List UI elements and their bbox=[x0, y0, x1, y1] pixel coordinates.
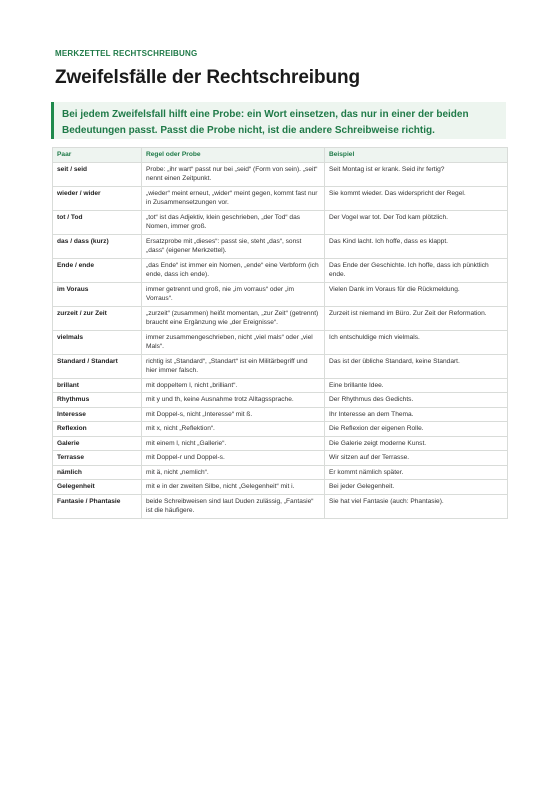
column-header-rule: Regel oder Probe bbox=[142, 148, 325, 163]
column-header-example: Beispiel bbox=[325, 148, 508, 163]
column-header-pair: Paar bbox=[53, 148, 142, 163]
table-row bbox=[53, 330, 508, 354]
rule-cell: beide Schreibweisen sind laut Duden zulässig, „Fantasie“ ist die häufigere. bbox=[142, 494, 325, 518]
pair-cell: Interesse bbox=[53, 407, 142, 422]
spelling-table bbox=[52, 147, 508, 519]
table-row bbox=[53, 234, 508, 258]
rule-cell: richtig ist „Standard“, „Standart“ ist ein Militärbegriff und hier immer falsch. bbox=[142, 354, 325, 378]
example-cell: Sie hat viel Fantasie (auch: Phantasie). bbox=[325, 494, 508, 518]
rule-cell: „das Ende“ ist immer ein Nomen, „ende“ eine Verbform (ich ende, dass ich ende). bbox=[142, 258, 325, 282]
example-cell: Bei jeder Gelegenheit. bbox=[325, 480, 508, 495]
example-cell: Der Vogel war tot. Der Tod kam plötzlich. bbox=[325, 210, 508, 234]
example-cell: Die Galerie zeigt moderne Kunst. bbox=[325, 436, 508, 451]
rule-cell: Ersatzprobe mit „dieses“: passt sie, steht „das“, sonst „dass“ (eigener Merkzettel). bbox=[142, 234, 325, 258]
example-cell: Ich entschuldige mich vielmals. bbox=[325, 330, 508, 354]
example-cell: Wir sitzen auf der Terrasse. bbox=[325, 451, 508, 466]
table-row bbox=[53, 210, 508, 234]
table-row bbox=[53, 186, 508, 210]
rule-cell: mit Doppel-s, nicht „Interesse“ mit ß. bbox=[142, 407, 325, 422]
table-row bbox=[53, 480, 508, 495]
kicker: MERKZETTEL RECHTSCHREIBUNG bbox=[55, 49, 198, 58]
example-cell: Der Rhythmus des Gedichts. bbox=[325, 393, 508, 408]
pair-cell: wieder / wider bbox=[53, 186, 142, 210]
rule-cell: immer getrennt und groß, nie „im vorraus“ oder „im Vorraus“. bbox=[142, 282, 325, 306]
table-row bbox=[53, 354, 508, 378]
table-row bbox=[53, 162, 508, 186]
pair-cell: zurzeit / zur Zeit bbox=[53, 306, 142, 330]
rule-cell: mit einem l, nicht „Gallerie“. bbox=[142, 436, 325, 451]
rule-cell: mit e in der zweiten Silbe, nicht „Gelegenheit“ mit i. bbox=[142, 480, 325, 495]
table-row bbox=[53, 258, 508, 282]
example-cell: Eine brillante Idee. bbox=[325, 378, 508, 393]
pair-cell: Fantasie / Phantasie bbox=[53, 494, 142, 518]
rule-cell: mit Doppel-r und Doppel-s. bbox=[142, 451, 325, 466]
pair-cell: seit / seid bbox=[53, 162, 142, 186]
rule-cell: Probe: „ihr wart“ passt nur bei „seid“ (Form von sein). „seit“ nennt einen Zeitpunkt. bbox=[142, 162, 325, 186]
rule-cell: immer zusammengeschrieben, nicht „viel mals“ oder „viel Mals“. bbox=[142, 330, 325, 354]
pair-cell: vielmals bbox=[53, 330, 142, 354]
table-row bbox=[53, 393, 508, 408]
pair-cell: das / dass (kurz) bbox=[53, 234, 142, 258]
pair-cell: Gelegenheit bbox=[53, 480, 142, 495]
pair-cell: Rhythmus bbox=[53, 393, 142, 408]
pair-cell: Standard / Standart bbox=[53, 354, 142, 378]
rule-cell: mit doppeltem l, nicht „brilliant“. bbox=[142, 378, 325, 393]
example-cell: Vielen Dank im Voraus für die Rückmeldung. bbox=[325, 282, 508, 306]
example-cell: Zurzeit ist niemand im Büro. Zur Zeit der Reformation. bbox=[325, 306, 508, 330]
pair-cell: tot / Tod bbox=[53, 210, 142, 234]
pair-cell: Galerie bbox=[53, 436, 142, 451]
table-row bbox=[53, 451, 508, 466]
table-row bbox=[53, 436, 508, 451]
rule-cell: mit x, nicht „Reflektion“. bbox=[142, 422, 325, 437]
table-body bbox=[53, 162, 508, 518]
rule-cell: mit ä, nicht „nemlich“. bbox=[142, 465, 325, 480]
pair-cell: nämlich bbox=[53, 465, 142, 480]
pair-cell: brillant bbox=[53, 378, 142, 393]
example-cell: Das ist der übliche Standard, keine Standart. bbox=[325, 354, 508, 378]
table-row bbox=[53, 494, 508, 518]
table-row bbox=[53, 378, 508, 393]
table-row bbox=[53, 407, 508, 422]
table-row bbox=[53, 422, 508, 437]
example-cell: Sie kommt wieder. Das widerspricht der Regel. bbox=[325, 186, 508, 210]
table-row bbox=[53, 306, 508, 330]
rule-cell: „wieder“ meint erneut, „wider“ meint gegen, kommt fast nur in Zusammensetzungen vor. bbox=[142, 186, 325, 210]
pair-cell: Ende / ende bbox=[53, 258, 142, 282]
pair-cell: im Voraus bbox=[53, 282, 142, 306]
example-cell: Das Kind lacht. Ich hoffe, dass es klappt. bbox=[325, 234, 508, 258]
table-row bbox=[53, 282, 508, 306]
example-cell: Die Reflexion der eigenen Rolle. bbox=[325, 422, 508, 437]
pair-cell: Reflexion bbox=[53, 422, 142, 437]
tip-callout-text: Bei jedem Zweifelsfall hilft eine Probe: ein Wort einsetzen, das nur in einer der beiden Bedeutungen passt. Passt die Probe nicht, ist die andere Schreibweise richtig. bbox=[62, 109, 469, 136]
example-cell: Seit Montag ist er krank. Seid ihr fertig? bbox=[325, 162, 508, 186]
page-title: Zweifelsfälle der Rechtschreibung bbox=[55, 67, 361, 88]
table-row bbox=[53, 465, 508, 480]
table-header-row bbox=[53, 148, 508, 163]
rule-cell: mit y und th, keine Ausnahme trotz Alltagssprache. bbox=[142, 393, 325, 408]
tip-callout bbox=[51, 102, 506, 139]
example-cell: Ihr Interesse an dem Thema. bbox=[325, 407, 508, 422]
example-cell: Er kommt nämlich später. bbox=[325, 465, 508, 480]
example-cell: Das Ende der Geschichte. Ich hoffe, dass ich pünktlich ende. bbox=[325, 258, 508, 282]
pair-cell: Terrasse bbox=[53, 451, 142, 466]
rule-cell: „zurzeit“ (zusammen) heißt momentan, „zur Zeit“ (getrennt) braucht eine Ergänzung wie „der Ereignisse“. bbox=[142, 306, 325, 330]
rule-cell: „tot“ ist das Adjektiv, klein geschrieben, „der Tod“ das Nomen, immer groß. bbox=[142, 210, 325, 234]
